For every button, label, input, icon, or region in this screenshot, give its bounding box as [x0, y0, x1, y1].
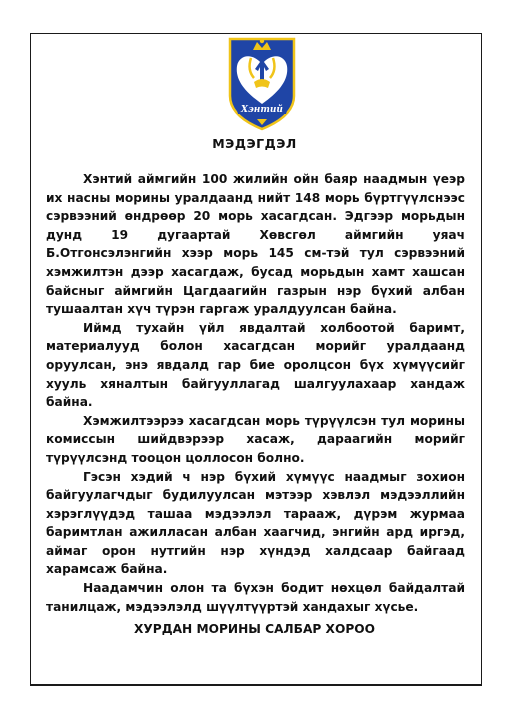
paragraph-5: Наадамчин олон та бүхэн бодит нөхцөл байдалтай танилцаж, мэдээлэлд шүүлтүүртэй хандахыг хүсье. — [46, 581, 465, 614]
khentii-emblem-icon — [227, 36, 297, 131]
paragraph-2: Иймд тухайн үйл явдалтай холбоотой баримт, материалууд болон хасагдсан морийг уралдаанд оруулсан, энэ явдалд гар бие оролцсон бүх хүмүүсийг хууль хяналтын байгууллагад шалгуулахаар хандаж байна. — [46, 320, 465, 410]
paragraph-3: Хэмжилтээрээ хасагдсан морь түрүүлсэн тул морины комиссын шийдвэрээр хасаж, дараагийн морийг түрүүлсэнд тооцон цоллосон болно. — [46, 413, 465, 465]
signature-committee: ХУРДАН МОРИНЫ САЛБАР ХОРОО — [134, 622, 375, 636]
paragraph-1: Хэнтий аймгийн 100 жилийн ойн баяр наадмын үеэр их насны морины уралдаанд нийт 148 морь бүртгүүлснээс сэрвээний өндрөөр 20 морь хасагдсан. Эдгээр морьдын дунд 19 дугаартай Хөвсгөл аймгийн уяач Б.Отгонсэлэнгийн хээр морь 145 см-тэй тул сэрвээний хэмжилтэн дээр хасагдаж, бусад морьдын хамт хашсан байсныг аймгийн Цагдаагийн газрын нэр бүхий албан тушаалтан хүч түрэн гаргаж уралдуулсан байна. — [46, 172, 465, 317]
svg-text:Хэнтий: Хэнтий — [241, 105, 283, 115]
paragraph-4: Гэсэн хэдий ч нэр бүхий хүмүүс наадмыг зохион байгуулагчдыг будилуулсан мэтээр хэвлэл мэдээллийн хэрэглүүдэд ташаа мэдээлэл тарааж, дүрэм журмаа баримтлан ажилласан албан хаагчид, энгийн ард иргэд, аймаг орон нутгийн нэр хүндэд халдсаар байгаад харамсаж байна. — [46, 469, 465, 577]
document-title: МЭДЭГДЭЛ — [212, 136, 297, 151]
khentii-emblem — [227, 36, 297, 131]
document-body — [46, 170, 465, 616]
